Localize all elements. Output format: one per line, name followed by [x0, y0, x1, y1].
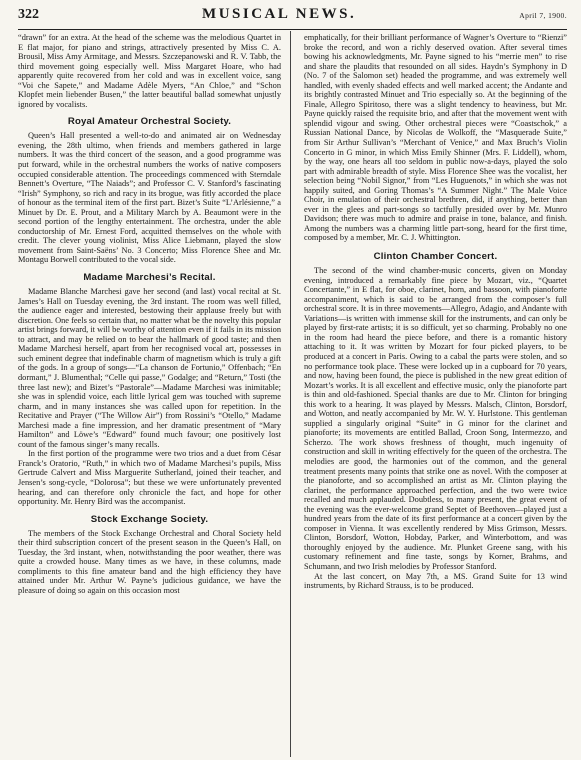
column-divider [290, 31, 291, 757]
publication-title: MUSICAL NEWS. [202, 6, 357, 22]
continued-paragraph: “drawn” for an extra. At the head of the scheme was the melodious Quartet in E flat major, for piano and strings, attractively presented by Miss C. A. Brousil, Miss Amy Armitage, and Messrs. Szczepanowski and R. V. Tabb, the third movement going especially well. Miss Margaret Hoare, who had apparently quite recovered from her cold and was in excellent voice, sang “Voi che Sapete,” and Madame Adèle Myers, “An Chloe,” and “Schon Klopfet mein liebender Busen,” the latter beautiful ballad somewhat unjustly ignored by vocalists. [18, 33, 281, 109]
royal-amateur-paragraph: Queen’s Hall presented a well-to-do and animated air on Wednesday evening, the 28th ultimo, when friends and members gathered in large numbers. It was the third concert of the season, and a good programme was put forward, while in the orchestral numbers the works of native composers occupied considerable attention. The proceedings commenced with Sterndale Bennett’s Overture, “The Naiads”; and Professor C. V. Stanford’s fascinating “Irish” Symphony, so rich and racy in its brogue, was fitly accorded the place of honour as the terminal item of the first part. Bizet’s Suite “L’Arlésienne,” a Minuet by Dr. E. Prout, and a Military March by A. Beaumont were in the second portion of the lengthy entertainment. The orchestra, under the able conductorship of Mr. Ernest Ford, acquitted themselves on the whole with credit. The clever young violinist, Miss Alice Liebmann, played the slow movement from Saint-Saëns’ No. 3 Concerto; Miss Florence Shee and Mr. Montagu Borwell contributed to the vocal side. [18, 131, 281, 265]
issue-date: April 7, 1900. [519, 11, 567, 20]
page-number: 322 [18, 7, 39, 22]
article-columns [18, 33, 567, 595]
marchesi-paragraph-2: In the first portion of the programme were two trios and a duet from César Franck’s Oratorio, “Ruth,” in which two of Madame Marchesi’s pupils, Miss Gertrude Calvert and Miss Marguerite Sutherland, joined their teacher, and Jensen’s song-cycle, “Dolorosa”; but these we were unfortunately prevented hearing, and can therefore only chronicle the fact, and hope for other opportunity. Mr. Henry Bird was the accompanist. [18, 449, 281, 507]
page-header [18, 6, 567, 30]
left-column [18, 33, 281, 595]
right-column [304, 33, 567, 595]
heading-madame-marchesi-recital: Madame Marchesi’s Recital. [83, 272, 216, 284]
marchesi-paragraph-1: Madame Blanche Marchesi gave her second (and last) vocal recital at St. James’s Hall on Tuesday evening, the 3rd instant. The room was well filled, the audience eager and interested, bestowing their applause freely but with discretion. One feels so certain that, no matter what be the novelty this popular artist brings forward, it will be worthy of attention even if it fails in its mission to attract, and may be relied on to bear the hallmark of good taste; and then Madame Marchesi herself, apart from her recognised vocal art, possesses in such eminent degree that indefinable charm of magnetism which is truly a gift of the gods. In a group of songs—“La chanson de Fortunio,” Offenbach; “En dormant,” J. Blumenthal; “Celle qui passe,” Godalge; and “Return,” Tosti (the three last new); and Bizet’s “Pastorale”—Madame Marchesi was inimitable; she was in splendid voice, each little lyrical gem was touched with supreme charm, and in many instances she was called upon for repetition. In the Recitative and Prayer (“The Willow Air”) from Rossini’s “Otello,” Madame Marchesi made a fine impression, and her dramatic presentment of “Mary Hamilton” and Löwe’s “Edward” found much favour; one positively lost count of the famous singer’s many recalls. [18, 287, 281, 449]
stock-exchange-continuation: emphatically, for their brilliant performance of Wagner’s Overture to “Rienzi” broke the record, and won a richly deserved ovation. After several times bowing his acknowledgments, Mr. Payne signed to his “merrie men” to rise and share the plaudits that resounded on all sides. Haydn’s Symphony in D (No. 7 of the Salomon set) headed the programme, and was extremely well handled, with evenly shaded effects and well marked accent; the Andante and its brightly contrasted Minuet and Trio especially so. At the beginning of the Finale, Allegro Spiritoso, there was a slight tendency to heaviness, but Mr. Payne quickly raised the requisite brio, and after that the movement went with splendid vigour and swing. Other orchestral pieces were “Coastschok,” a Russian National Dance, by Nicolas de Wolkoff, the “Masquerade Suite,” from Sir Arthur Sullivan’s “Merchant of Venice,” and Max Bruch’s Violin Concerto in G minor, in which Miss Emily Shinner (Mrs. F. Liddell), whom, by the way, one hears all too seldom in public now-a-days, played the solo part with admirable breadth of style. Miss Florence Shee was the vocalist, her selection being “Nobil Signor,” from “Les Huguenots,” in which she was not happily suited, and Goring Thomas’s “A Summer Night.” The Male Voice Choir, in emulation of their orchestral brethren, did, if anything, better than ever in the glees and part-songs so tactfully presided over by Mr. Munro Davidson; there was much to admire and praise in tone, balance, and finish. Among the numbers was a charming little part-song, heard for the first time, composed by a member, Mr. C. J. Whittington. [304, 33, 567, 243]
heading-clinton-chamber-concert: Clinton Chamber Concert. [373, 251, 498, 263]
clinton-paragraph-2: At the last concert, on May 7th, a MS. Grand Suite for 13 wind instruments, by Richard Strauss, is to be produced. [304, 571, 567, 591]
heading-royal-amateur-orchestral-society: Royal Amateur Orchestral Society. [67, 116, 232, 128]
heading-stock-exchange-society: Stock Exchange Society. [90, 513, 209, 525]
clinton-paragraph-1: The second of the wind chamber-music concerts, given on Monday evening, introduced a remarkably fine piece by Mozart, viz., “Quartet Concertante,” in E flat, for oboe, clarinet, horn, and bassoon, with pianoforte accompaniment, which is said to be arranged from the composer’s full orchestral score. It is in three movements—Allegro, Adagio, and Andante with Variations—is written with immense skill for the instruments, and can only be played by first-rate artists; it is so difficult, yet so charming. Probably no one in the room had heard the piece before, and there is a romantic history attaching to it. It was written by Mozart for four picked players, to be produced at a concert in Paris. Owing to a cabal the parts were stolen, and so no performance took place. These were locked up in a cupboard for 70 years, and now, having been found, the piece is published in the new great edition of Mozart’s works. It is all excellent and effective music, only the pianoforte part is thin and old-fashioned. Special thanks are due to Mr. Clinton for bringing this work to a hearing. It was played by Messrs. Malsch, Clinton, Borsdorf, and Wotton, and neatly accompanied by Mr. W. Y. Hurlstone. This gentleman supplied a singularly original “Suite” in G minor for the clarinet and pianoforte; its movements are entitled Ballad, Croon Song, Intermezzo, and Scherzo. The work shows freshness of thought, much ingenuity of construction and skill in writing effectively for the queen of the orchestra. The melodies are good, the harmonies out of the common, and the general treatment presents many points that strike one as novel. With the composer at the pianoforte, and so accomplished an artist as Mr. Clinton playing the clarinet, the performance approached perfection, and the two were twice recalled and much applauded. Doubtless, to many present, the great event of the evening was the ever-welcome grand Septet of Beethoven—played just a hundred years from the date of its first performance at a concert given by the composer in Vienna. It was excellently rendered by Miss Grimson, Messrs. Clinton, Borsdorf, Wotton, Hobday, Parker, and Winterbottom, and was thoroughly enjoyed by the audience. Mr. Plunket Greene sang, with his customary refinement and fine taste, songs by Korner, Brahms, and Schumann, and two Irish melodies by Professor Stanford. [304, 266, 567, 571]
stock-exchange-paragraph: The members of the Stock Exchange Orchestral and Choral Society held their third subscription concert of the present season in the Queen’s Hall, on Tuesday, the 3rd instant, when, notwithstanding the poor weather, there was quite a crowded house. Many times as we have, in these columns, made compliments to this fine amateur band and the high efficiency they have attained under Mr. Arthur W. Payne’s judicious guidance, we have the pleasure of doing so again on this occasion most [18, 528, 281, 595]
